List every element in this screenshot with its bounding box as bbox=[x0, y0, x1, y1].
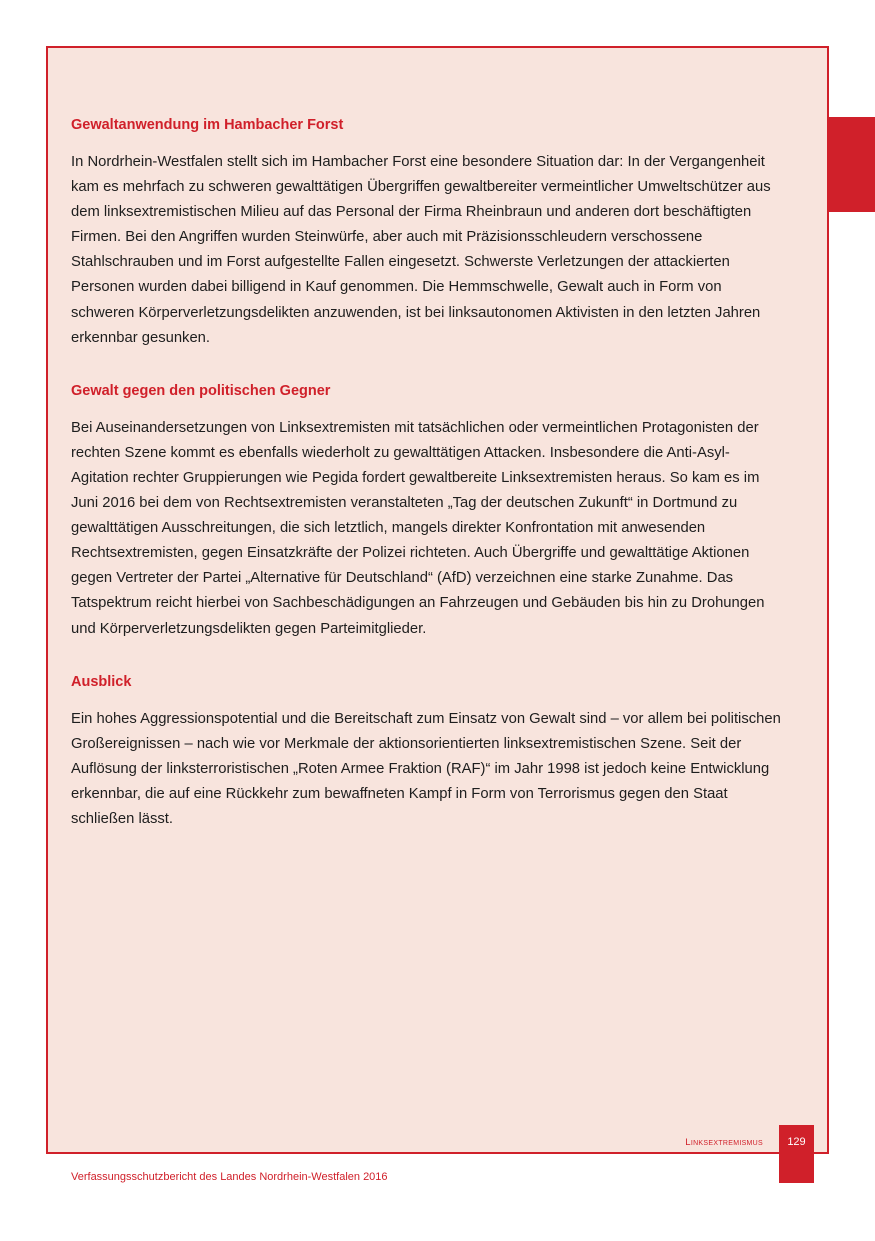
section-heading: Gewaltanwendung im Hambacher Forst bbox=[71, 117, 344, 133]
chapter-tab-marker bbox=[829, 117, 875, 212]
page-footer: Verfassungsschutzbericht des Landes Nordrhein-Westfalen 2016 bbox=[71, 1171, 388, 1183]
section-politischer-gegner bbox=[71, 379, 783, 642]
section-paragraph: Bei Auseinandersetzungen von Linksextremisten mit tatsächlichen oder vermeintlichen Protagonisten der rechten Szene kommt es ebenfalls wiederholt zu gewalttätigen Attacken. Insbesondere die Anti-Asyl-Agitation rechter Gruppierungen wie Pegida fordert gewaltbereite Linksextremisten heraus. So kam es im Juni 2016 bei dem von Rechtsextremisten veranstalteten „Tag der deutschen Zukunft“ in Dortmund zu gewalttätigen Ausschreitungen, die sich letztlich, mangels direkter Konfrontation mit anwesenden Rechtsextremisten, gegen Einsatzkräfte der Polizei richteten. Auch Übergriffe und gewalttätige Aktionen gegen Vertreter der Partei „Alternative für Deutschland“ (AfD) verzeichnen eine starke Zunahme. Das Tatspektrum reicht hierbei von Sachbeschädigungen an Fahrzeugen und Gebäuden bis hin zu Drohungen und Körperverletzungsdelikten gegen Parteimitglieder. bbox=[71, 419, 765, 637]
section-heading: Gewalt gegen den politischen Gegner bbox=[71, 382, 331, 399]
running-section-label: Linksextremismus bbox=[685, 1137, 763, 1148]
section-ausblick bbox=[71, 670, 783, 832]
main-content bbox=[71, 113, 783, 832]
page-number: 129 bbox=[787, 1136, 806, 1148]
section-hambacher-forst bbox=[71, 113, 783, 351]
page-number-box bbox=[779, 1125, 814, 1183]
section-heading: Ausblick bbox=[71, 673, 132, 690]
section-paragraph: In Nordrhein-Westfalen stellt sich im Hambacher Forst eine besondere Situation dar: In der Vergangenheit kam es mehrfach zu schweren gewalttätigen Übergriffen gewaltbereiter vermeintlicher Umweltschützer aus dem linksextremistischen Milieu auf das Personal der Firma Rheinbraun und anderen dort beschäftigten Firmen. Bei den Angriffen wurden Steinwürfe, aber auch mit Präzisionsschleudern verschossene Stahlschrauben und im Forst aufgestellte Fallen eingesetzt. Schwerste Verletzungen der attackierten Personen wurden dabei billigend in Kauf genommen. Die Hemmschwelle, Gewalt auch in Form von schweren Körperverletzungsdelikten anzuwenden, ist bei linksautonomen Aktivisten in den letzten Jahren erkennbar gesunken. bbox=[71, 154, 771, 346]
section-paragraph: Ein hohes Aggressionspotential und die Bereitschaft zum Einsatz von Gewalt sind – vor allem bei politischen Großereignissen – nach wie vor Merkmale der aktionsorientierten linksextremistischen Szene. Seit der Auflösung der linksterroristischen „Roten Armee Fraktion (RAF)“ im Jahr 1998 ist jedoch keine Entwicklung erkennbar, die auf eine Rückkehr zum bewaffneten Kampf in Form von Terrorismus gegen den Staat schließen lässt. bbox=[71, 710, 781, 827]
